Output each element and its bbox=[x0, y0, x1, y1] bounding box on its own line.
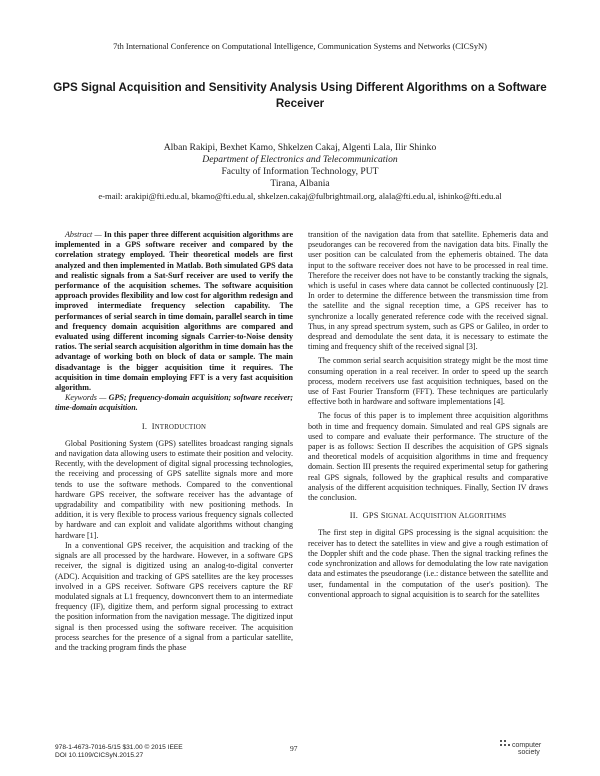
author-faculty: Faculty of Information Technology, PUT bbox=[221, 166, 379, 177]
computer-society-logo-text bbox=[512, 742, 541, 756]
right-paragraph: The focus of this paper is to implement three acquisition algorithms both in time and frequency domain. Simulated and real GPS signals are used to compare and evaluate their performance. The structure of the paper is as follows: Section II describes the acquisition of GPS signals and theoretical models of acquisition algorithms in time and frequency domain. Section III presents the required experimental setup for gathering real GPS signals, followed by the graphical results and comparative analysis of the different acquisition techniques. Finally, Section IV draws the conclusion. bbox=[308, 411, 548, 503]
logo-line-1: computer bbox=[512, 742, 542, 749]
computer-society-logo-icon bbox=[498, 738, 512, 758]
section-2-paragraph: The first step in digital GPS processing is the signal acquisition: the receiver has to detect the satellites in view and give a rough estimation of the Doppler shift and the code phase. Then the signal tracking refines the code synchronization and allows for demodulating the low rate navigation data and estimates the pseudorange (i.e.: distance between the satellite and user, fundamental in the computation of the user's position). The conventional approach to signal acquisition is to search for the satellites bbox=[308, 528, 548, 599]
section-2-head-part: GPS S bbox=[362, 511, 386, 521]
section-1-title-first: I bbox=[151, 421, 155, 431]
logo-line-2: society bbox=[518, 749, 540, 756]
right-continuation-paragraph: transition of the navigation data from that satellite. Ephemeris data and pseudoranges can be recovered from the navigation data bits. Finally the user position can be calculated from the ephemeris obtained. The data input to the software receiver does not have to be processed in real time. Therefore the receiver does not have to be constantly tracking the signals, which is useful in cases where data cannot be collected continuously [2]. In order to determine the difference between the transmission time from the satellite and the signal reception time, a GPS receiver has to synchronize a locally generated reference code with the received signal. Thus, in any spread spectrum system, such as GPS or Galileo, in order to despread and demodulate the sent data, it is necessary to estimate the timing and frequency shift of the received signal [3]. bbox=[308, 230, 548, 352]
section-1-paragraph: In a conventional GPS receiver, the acquisition and tracking of the signals are all processed by the hardware. However, in a software GPS receiver, the signal is digitized using an analog-to-digital converter (ADC). Acquisition and tracking of GPS satellites are the key processes involved in a GPS receiver. Software GPS receivers capture the RF modulated signals at L1 frequency, downconvert them to an intermediate frequency (IF), digitize them, and perform signal processing to extract the position information from the navigation message. The digitized input signal is then processed using the software receiver. The acquisition process searches for the presence of a signal from a particular satellite, and the tracking program finds the phase bbox=[55, 540, 293, 652]
author-block bbox=[0, 142, 600, 202]
section-2-head-part: CQUISITION bbox=[415, 513, 459, 521]
keywords-label: Keywords — bbox=[65, 393, 107, 403]
computer-society-logo bbox=[498, 736, 554, 764]
section-2-head-part: LGORITHMS bbox=[464, 513, 507, 521]
abstract-label: Abstract — bbox=[65, 230, 102, 239]
section-1-heading bbox=[55, 422, 293, 433]
keywords bbox=[55, 393, 293, 413]
footer-isbn: 978-1-4673-7016-5/15 $31.00 © 2015 IEEE bbox=[55, 744, 183, 751]
left-column bbox=[55, 230, 293, 653]
section-1-number: I. bbox=[141, 421, 148, 431]
author-department: Department of Electronics and Telecommunication bbox=[202, 154, 398, 165]
section-1-paragraph: Global Positioning System (GPS) satellites broadcast ranging signals and navigation data allowing users to estimate their position and velocity. Recently, with the development of digital signal processing technologies, the receiving and processing of GPS satellite signals more and more tends to use the software methods. Compared to the conventional hardware GPS receiver, the software receiver has the advantage of upgradability and compatibility with new positioning methods. In addition, it is very flexible to process various frequency signals collected by hardware and can exploit and validate algorithms without changing hardware [1]. bbox=[55, 438, 293, 540]
section-2-head-part: A bbox=[409, 511, 416, 521]
right-paragraph: The common serial search acquisition strategy might be the most time consuming operation in a real receiver. In order to speed up the search process, modern receivers use fast acquisition techniques, based on the use of Fast Fourier Transform (FFT). These techniques are particularly effective both in hardware and software implementations [4]. bbox=[308, 356, 548, 407]
section-2-number: II. bbox=[349, 511, 358, 521]
section-2-heading bbox=[308, 511, 548, 522]
keywords-text: GPS; frequency-domain acquisition; software receiver; time-domain acquisition. bbox=[55, 393, 294, 413]
author-emails: e-mail: arakipi@fti.edu.al, bkamo@fti.edu.al, shkelzen.cakaj@fulbrightmail.org, alala@fti.edu.al, ishinko@fti.edu.al bbox=[98, 191, 502, 201]
section-2-head-part: A bbox=[458, 511, 465, 521]
footer-doi: DOI 10.1109/CICSyN.2015.27 bbox=[55, 752, 144, 759]
abstract bbox=[55, 230, 293, 393]
author-names: Alban Rakipi, Bexhet Kamo, Shkelzen Cakaj, Algenti Lala, Ilir Shinko bbox=[163, 142, 437, 153]
footer-publication-info bbox=[55, 744, 183, 760]
right-column bbox=[308, 230, 548, 600]
conference-header: 7th International Conference on Computational Intelligence, Communication Systems and Networks (CICSyN) bbox=[113, 42, 487, 51]
page-number: 97 bbox=[290, 744, 298, 753]
author-city: Tirana, Albania bbox=[270, 178, 330, 189]
section-2-head-part: IGNAL bbox=[385, 513, 410, 521]
section-1-title-rest: NTRODUCTION bbox=[154, 423, 207, 431]
abstract-text: In this paper three different acquisition algorithms are implemented in a GPS software receiver and compared by the correlation strategy employed. Their theoretical models are first analyzed and then implemented in Matlab. Both simulated GPS data and realistic signals from a Sat-Surf receiver are used to verify the performance of the acquisition schemes. The software acquisition approach provides flexibility and low cost for algorithm redesign and improved intermediate frequency selection capability. The performances of serial search in time domain, parallel search in time and frequency domain acquisition algorithms are compared and evaluated using different incoming signals Carrier-to-Noise density ratios. The serial search acquisition algorithm in time domain has the advantage of working both on block of data or sample. The main disadvantage is the bigger acquisition time it requires. The acquisition in time domain employing FFT is a very fast acquisition algorithm. bbox=[55, 230, 294, 393]
paper-title: GPS Signal Acquisition and Sensitivity Analysis Using Different Algorithms on a Software Receiver bbox=[53, 81, 547, 110]
